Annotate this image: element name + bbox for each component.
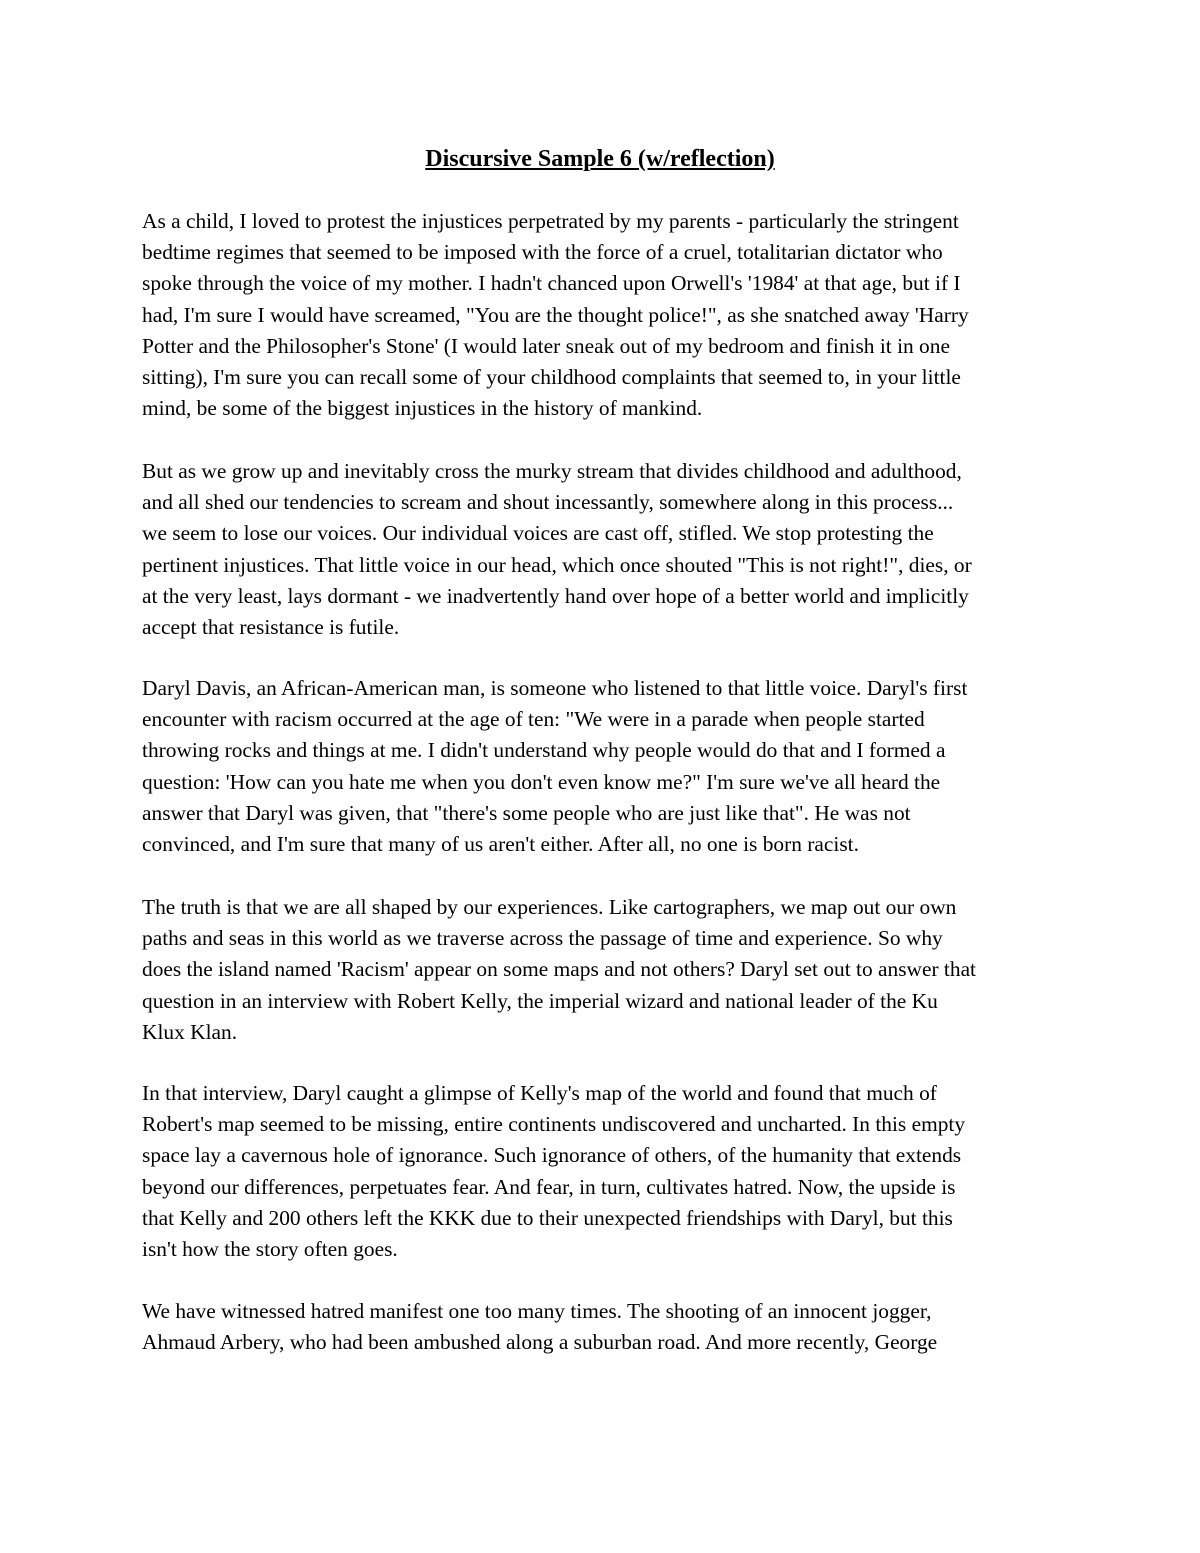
paragraph-2 xyxy=(142,456,972,643)
text-line: convinced, and I'm sure that many of us aren't either. After all, no one is born racist. xyxy=(142,832,859,857)
text-line: spoke through the voice of my mother. I hadn't chanced upon Orwell's '1984' at that age, but if I xyxy=(142,271,961,296)
text-line: isn't how the story often goes. xyxy=(142,1237,398,1262)
text-line: at the very least, lays dormant - we inadvertently hand over hope of a better world and implicitly xyxy=(142,583,969,608)
document-title: Discursive Sample 6 (w/reflection) xyxy=(425,146,775,172)
text-line: As a child, I loved to protest the injustices perpetrated by my parents - particularly the stringent xyxy=(142,209,959,233)
text-line: that Kelly and 200 others left the KKK due to their unexpected friendships with Daryl, but this xyxy=(142,1205,953,1230)
text-line: throwing rocks and things at me. I didn't understand why people would do that and I formed a xyxy=(142,738,946,763)
text-line: question: 'How can you hate me when you don't even know me?" I'm sure we've all heard the xyxy=(142,769,941,794)
text-line: mind, be some of the biggest injustices in the history of mankind. xyxy=(142,396,703,421)
paragraph-4 xyxy=(142,892,976,1048)
text-line: question in an interview with Robert Kelly, the imperial wizard and national leader of the Ku xyxy=(142,988,938,1013)
text-line: We have witnessed hatred manifest one too many times. The shooting of an innocent jogger, xyxy=(142,1299,932,1323)
text-line: Potter and the Philosopher's Stone' (I would later sneak out of my bedroom and finish it in one xyxy=(142,333,950,358)
paragraph-5 xyxy=(142,1078,965,1265)
text-line: In that interview, Daryl caught a glimpse of Kelly's map of the world and found that much of xyxy=(142,1081,937,1105)
paragraph-3 xyxy=(142,673,967,860)
text-line: and all shed our tendencies to scream and shout incessantly, somewhere along in this process... xyxy=(142,490,954,515)
text-line: we seem to lose our voices. Our individual voices are cast off, stifled. We stop protesting the xyxy=(142,521,934,546)
text-line: answer that Daryl was given, that "there's some people who are just like that". He was not xyxy=(142,800,911,825)
text-line: The truth is that we are all shaped by our experiences. Like cartographers, we map out our own xyxy=(142,895,957,919)
text-line: accept that resistance is futile. xyxy=(142,615,400,640)
text-line: Ahmaud Arbery, who had been ambushed along a suburban road. And more recently, George xyxy=(142,1330,938,1355)
text-line: paths and seas in this world as we traverse across the passage of time and experience. So why xyxy=(142,926,943,951)
text-line: space lay a cavernous hole of ignorance. Such ignorance of others, of the humanity that extends xyxy=(142,1143,962,1168)
paragraph-6 xyxy=(142,1296,937,1358)
text-line: pertinent injustices. That little voice in our head, which once shouted "This is not right!", dies, or xyxy=(142,552,972,577)
text-line: beyond our differences, perpetuates fear. And fear, in turn, cultivates hatred. Now, the upside is xyxy=(142,1174,956,1199)
text-line: Robert's map seemed to be missing, entire continents undiscovered and uncharted. In this empty xyxy=(142,1112,966,1137)
text-line: does the island named 'Racism' appear on some maps and not others? Daryl set out to answer that xyxy=(142,957,977,982)
text-line: Daryl Davis, an African-American man, is someone who listened to that little voice. Daryl's first xyxy=(142,676,968,700)
text-line: But as we grow up and inevitably cross the murky stream that divides childhood and adulthood, xyxy=(142,459,962,483)
text-line: bedtime regimes that seemed to be imposed with the force of a cruel, totalitarian dictator who xyxy=(142,240,943,265)
paragraph-1 xyxy=(142,206,969,424)
text-line: Klux Klan. xyxy=(142,1019,238,1044)
text-line: encounter with racism occurred at the age of ten: "We were in a parade when people started xyxy=(142,707,925,732)
text-line: had, I'm sure I would have screamed, "You are the thought police!", as she snatched away 'Harry xyxy=(142,302,969,327)
text-line: sitting), I'm sure you can recall some of your childhood complaints that seemed to, in your little xyxy=(142,365,961,390)
